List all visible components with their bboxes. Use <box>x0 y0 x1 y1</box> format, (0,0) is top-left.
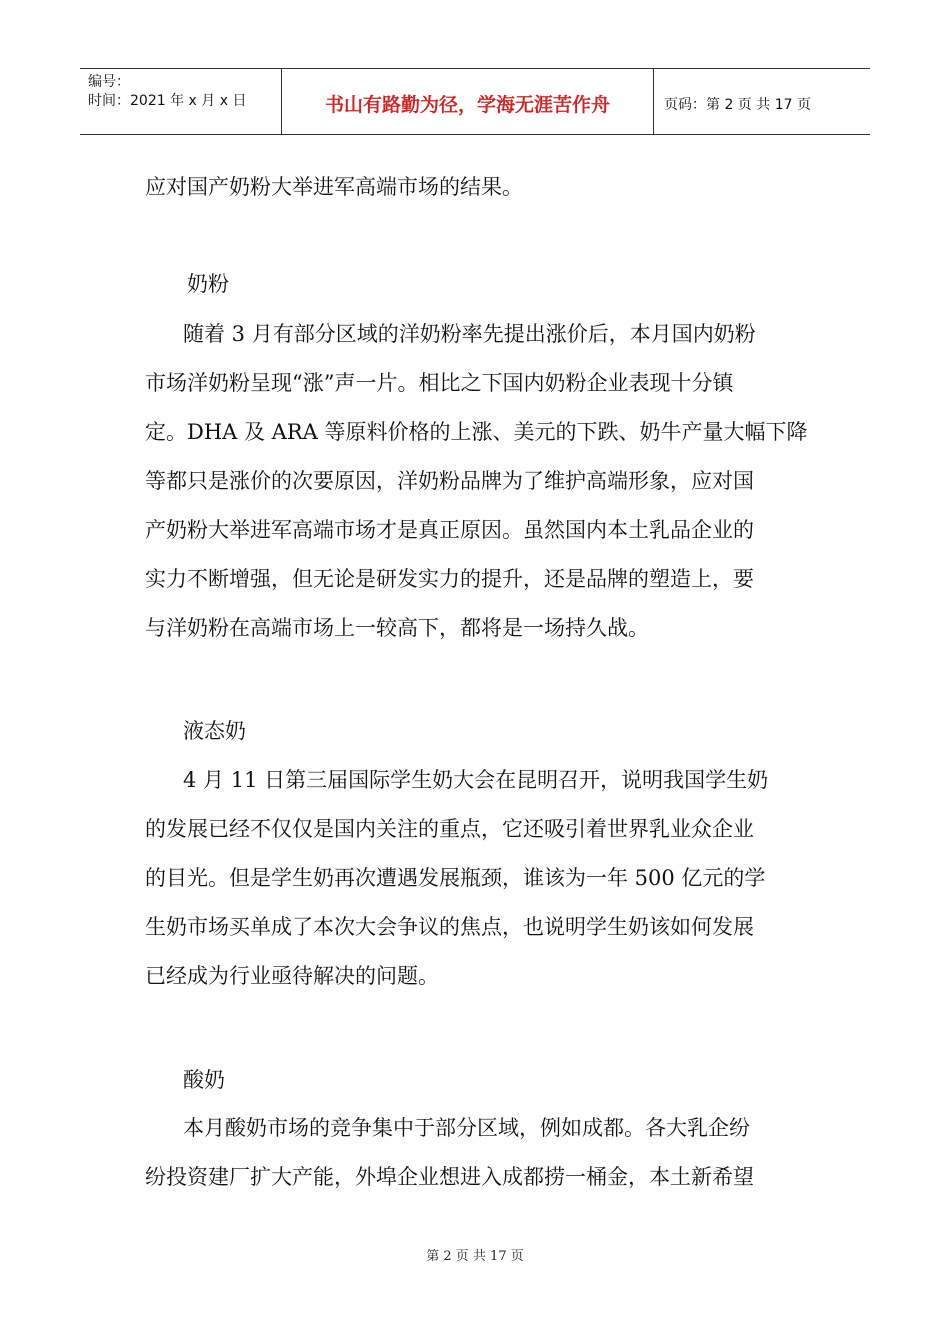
paragraph-line: 产奶粉大举进军高端市场才是真正原因。虽然国内本土乳品企业的 <box>145 518 754 542</box>
paragraph-line: 实力不断增强，但无论是研发实力的提升，还是品牌的塑造上，要 <box>145 567 754 591</box>
header-page-info: 页码：第 2 页 共 17 页 <box>664 96 811 113</box>
paragraph-line: 的目光。但是学生奶再次遭遇发展瓶颈，谁该为一年 500 亿元的学 <box>145 866 766 890</box>
page-footer: 第 2 页 共 17 页 <box>426 1249 524 1264</box>
paragraph-line: 本月酸奶市场的竞争集中于部分区域，例如成都。各大乳企纷 <box>183 1116 750 1140</box>
section-heading-liquid-milk: 液态奶 <box>183 719 246 743</box>
paragraph-line: 纷投资建厂扩大产能，外埠企业想进入成都捞一桶金，本土新希望 <box>145 1165 754 1189</box>
paragraph-line: 等都只是涨价的次要原因，洋奶粉品牌为了维护高端形象，应对国 <box>145 469 754 493</box>
paragraph-line: 与洋奶粉在高端市场上一较高下，都将是一场持久战。 <box>145 616 649 640</box>
header-motto: 书山有路勤为径，学海无涯苦作舟 <box>282 69 654 134</box>
paragraph-line: 市场洋奶粉呈现“涨”声一片。相比之下国内奶粉企业表现十分镇 <box>145 371 734 395</box>
paragraph-line: 随着 3 月有部分区域的洋奶粉率先提出涨价后，本月国内奶粉 <box>183 322 756 346</box>
document-number: 编号： <box>88 74 130 90</box>
section-heading-yogurt: 酸奶 <box>183 1068 225 1092</box>
paragraph-line: 已经成为行业亟待解决的问题。 <box>145 964 439 988</box>
document-time: 时间：2021 年 x 月 x 日 <box>88 93 247 109</box>
page-header <box>80 68 870 135</box>
paragraph-line: 应对国产奶粉大举进军高端市场的结果。 <box>145 175 523 199</box>
paragraph-line: 的发展已经不仅仅是国内关注的重点，它还吸引着世界乳业众企业 <box>145 817 754 841</box>
header-meta <box>80 69 282 134</box>
section-heading-milk-powder: 奶粉 <box>187 272 229 296</box>
paragraph-line: 4 月 11 日第三届国际学生奶大会在昆明召开，说明我国学生奶 <box>183 768 769 792</box>
paragraph-line: 生奶市场买单成了本次大会争议的焦点，也说明学生奶该如何发展 <box>145 915 754 939</box>
paragraph-line: 定。DHA 及 ARA 等原料价格的上涨、美元的下跌、奶牛产量大幅下降 <box>145 420 808 444</box>
